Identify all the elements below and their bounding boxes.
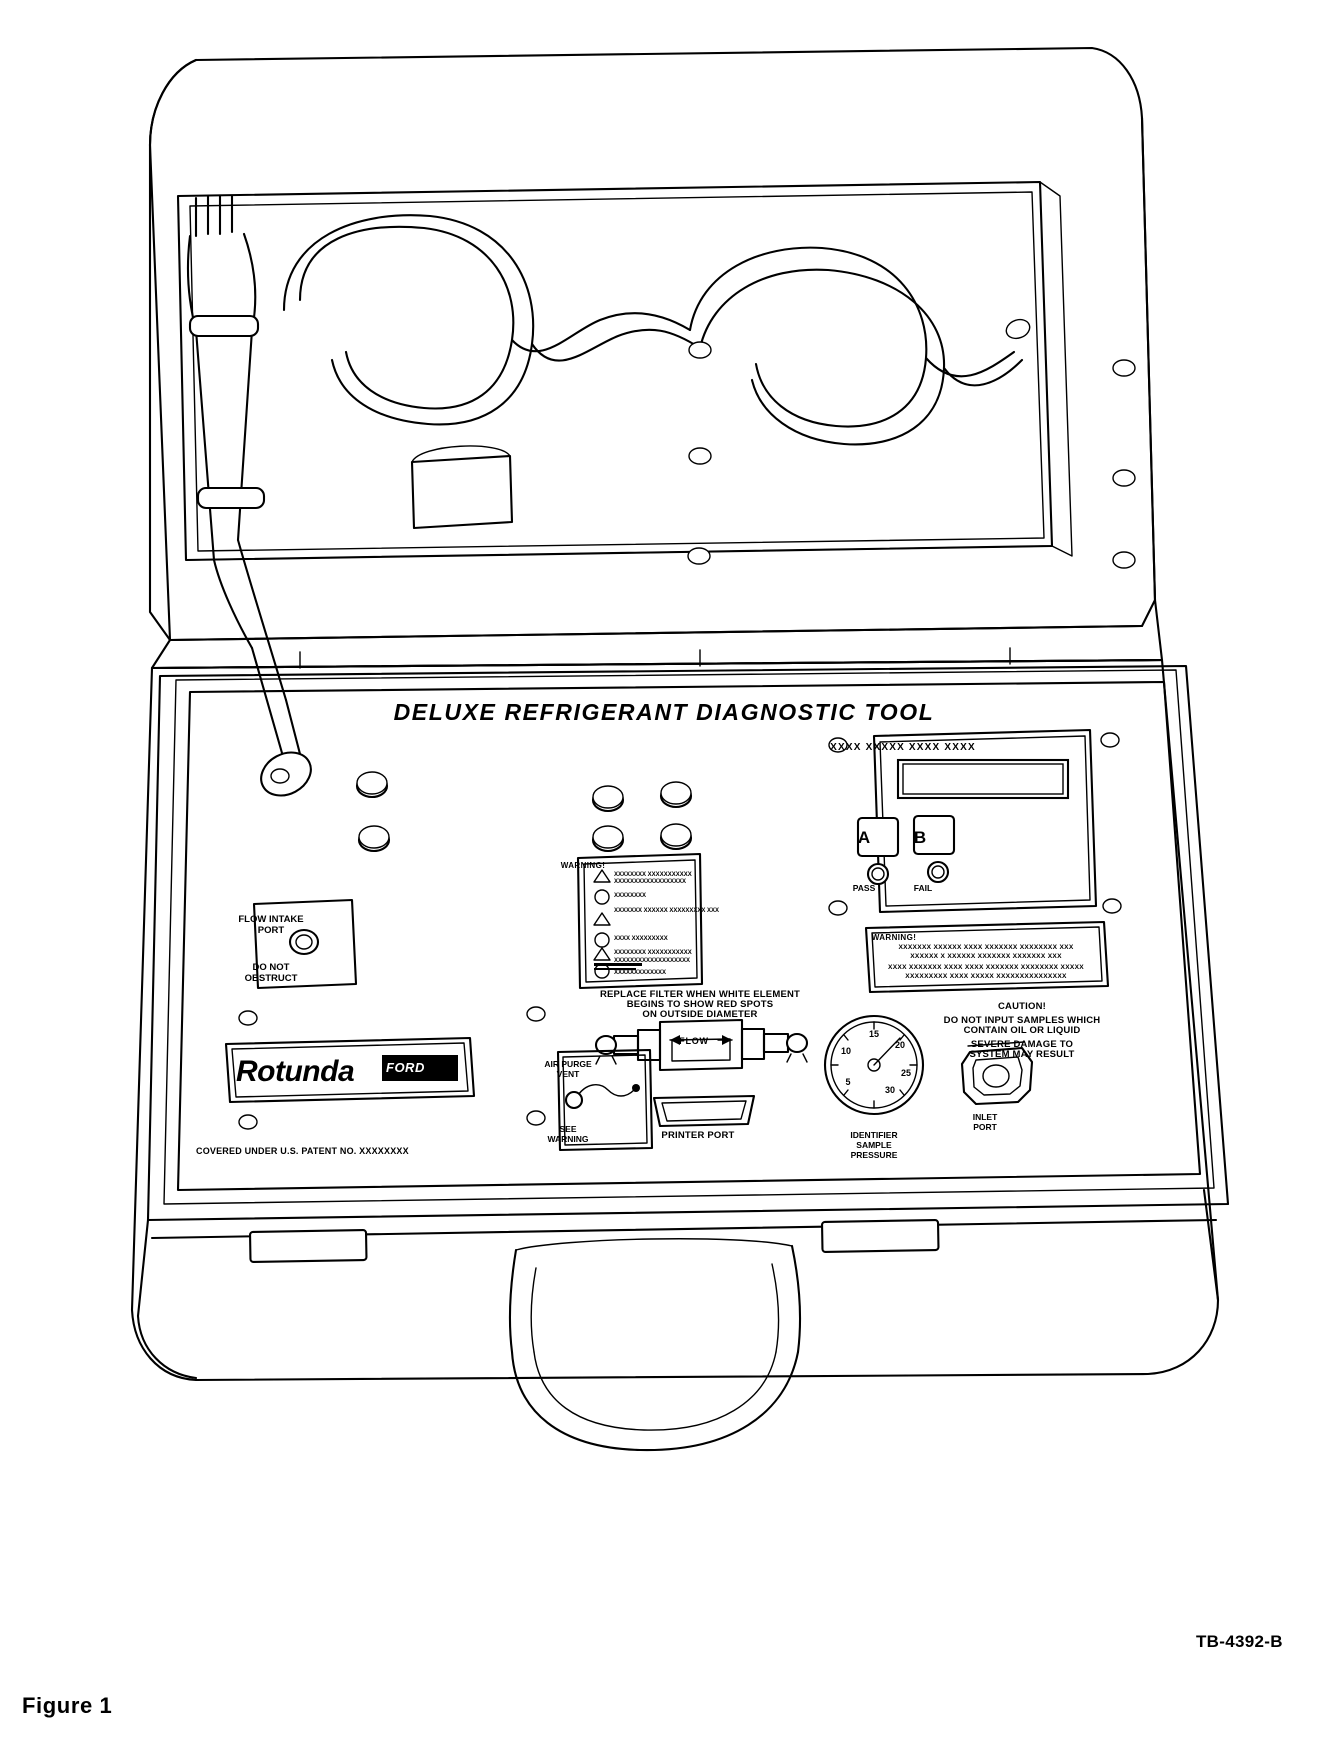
flow-intake-do-not-obstruct (245, 963, 298, 984)
air-purge-see: SEE (559, 1124, 577, 1134)
filter-note-line-3: ON OUTSIDE DIAMETER (642, 1009, 758, 1020)
display-code-line: XXXX XXXXX XXXX XXXX (830, 742, 976, 753)
warning-center-line-5: XXXX XXXXXXXXX (614, 936, 668, 942)
warning-right-line-3: XXXX XXXXXXX XXXX XXXX XXXXXXX XXXXXXXX XXXXX (887, 964, 1085, 971)
led-pass-label: PASS (852, 883, 876, 893)
caution-line-1: DO NOT INPUT SAMPLES WHICH (943, 1015, 1101, 1026)
warning-right-line-1: XXXXXXX XXXXXX XXXX XXXXXXX XXXXXXXX XXX (898, 944, 1074, 951)
led-fail-label: FAIL (913, 883, 933, 893)
printer-port (654, 1096, 754, 1126)
gauge-label-line-1: IDENTIFIER (850, 1130, 898, 1140)
warning-center-line-8: XXXXXXXXXXXXX (614, 970, 667, 976)
air-purge-line-2: VENT (556, 1069, 580, 1079)
filter-note-line-2: BEGINS TO SHOW RED SPOTS (626, 999, 774, 1010)
warning-center-line-4: XXXXXXX XXXXXX XXXXXXXXX XXX (614, 908, 720, 914)
gauge-tick-20: 20 (894, 1040, 906, 1050)
gauge-tick-5: 5 (845, 1077, 851, 1087)
gauge-tick-15: 15 (868, 1029, 880, 1039)
figure-caption: Figure 1 (22, 1693, 113, 1718)
flow-intake-line1: FLOW INTAKE (238, 914, 304, 925)
flow-intake-line2: PORT (257, 924, 285, 936)
gauge-tick-30: 30 (884, 1085, 896, 1095)
filter-note-line-1: REPLACE FILTER WHEN WHITE ELEMENT (599, 989, 801, 1000)
flow-intake-port-label (238, 915, 303, 936)
caution-title: CAUTION! (997, 1001, 1047, 1012)
printer-port-label: PRINTER PORT (661, 1130, 735, 1141)
warning-right-title: WARNING! (871, 933, 917, 942)
case-lid (150, 48, 1155, 640)
button-b[interactable]: B (913, 828, 927, 847)
panel-indicator-knobs (357, 772, 691, 851)
warning-center-title: WARNING! (560, 861, 606, 870)
caution-line-2: CONTAIN OIL OR LIQUID (963, 1025, 1081, 1036)
air-purge-line-1: AIR PURGE (544, 1059, 592, 1069)
page-title: DELUXE REFRIGERANT DIAGNOSTIC TOOL (393, 699, 935, 725)
gauge-label-line-2: SAMPLE (856, 1140, 892, 1150)
warning-center-line-6: XXXXXXXX XXXXXXXXXXX (614, 950, 692, 956)
gauge-tick-25: 25 (900, 1068, 912, 1078)
do-not-line: DO NOT (252, 962, 290, 973)
inlet-port-line-2: PORT (973, 1122, 997, 1132)
flow-label: FLOW (679, 1036, 709, 1046)
warning-center-line-2: XXXXXXXXXXXXXXXXXX (614, 879, 687, 885)
patent-notice: COVERED UNDER U.S. PATENT NO. XXXXXXXX (196, 1146, 409, 1156)
carry-handle (510, 1239, 800, 1450)
gauge-tick-10: 10 (840, 1046, 852, 1056)
lid-pocket (412, 446, 512, 528)
warning-right-line-2: XXXXXX X XXXXXX XXXXXXX XXXXXXX XXX (910, 953, 1062, 960)
coiled-hose (284, 215, 1032, 444)
obstruct-line: OBSTRUCT (244, 972, 298, 984)
caution-line-3: SEVERE DAMAGE TO (970, 1039, 1074, 1050)
warning-right-line-4: XXXXXXXXX XXXX XXXXX XXXXXXXXXXXXXXX (905, 973, 1067, 980)
inlet-port-line-1: INLET (972, 1112, 998, 1122)
probe-wand (188, 196, 318, 804)
brand-wordmark: Rotunda (236, 1055, 355, 1088)
warning-center-line-7: XXXXXXXXXXXXXXXXXXX (614, 958, 691, 964)
caution-line-4: SYSTEM MAY RESULT (969, 1049, 1075, 1060)
button-a[interactable]: A (857, 828, 871, 847)
brand-badge-text: FORD (386, 1060, 425, 1075)
gauge-label-line-3: PRESSURE (850, 1150, 898, 1160)
warning-center-line-3: XXXXXXXX (614, 893, 647, 899)
air-purge-warning: WARNING (547, 1134, 589, 1144)
figure-code: TB-4392-B (1196, 1632, 1283, 1651)
warning-center-line-1: XXXXXXXX XXXXXXXXXXX (614, 872, 692, 878)
display-panel (858, 730, 1096, 912)
